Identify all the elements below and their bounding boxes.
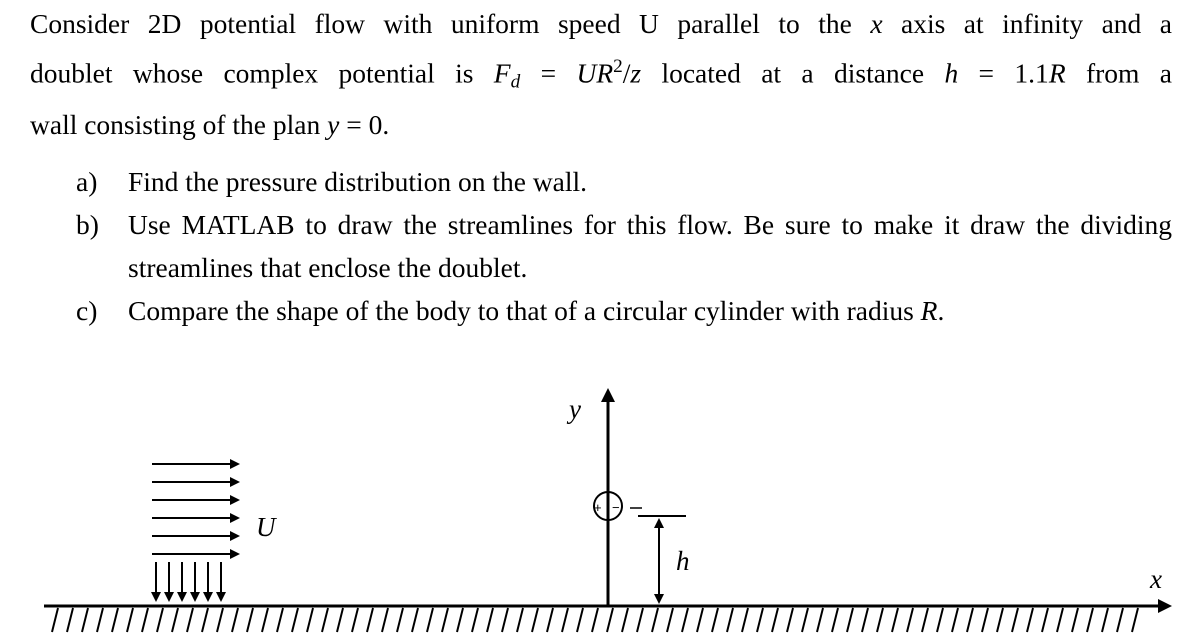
flow-arrow-head: [230, 549, 240, 559]
label-x: x: [1150, 564, 1162, 594]
wall-hatching: [52, 608, 1138, 632]
label-y: y: [569, 394, 581, 424]
problem-line-2: doublet whose complex potential is $F_d = UR^2/z$ located at a distance h = 1.1R from a: [30, 56, 1172, 93]
part-label: b): [76, 209, 99, 240]
uniform-flow-arrows: [151, 459, 240, 602]
label-U: U: [256, 512, 276, 542]
label-h: h: [676, 546, 690, 576]
flow-arrow-head: [230, 477, 240, 487]
problem-line-1: Consider 2D potential flow with uniform speed U parallel to the x axis at infinity and a: [30, 8, 1172, 39]
part-text: Find the pressure distribution on the wall.: [128, 166, 588, 197]
flow-arrow-head: [230, 531, 240, 541]
flow-arrow-head: [230, 459, 240, 469]
y-axis-arrow-head: [601, 388, 615, 402]
problem-line-3: wall consisting of the plan y = 0.: [30, 109, 390, 141]
doublet: [594, 492, 622, 520]
doublet-minus: −: [612, 500, 620, 515]
part-text: Use MATLAB to draw the streamlines for this flow. Be sure to make it draw the dividing streamlines that enclose the doublet.: [128, 209, 1172, 283]
h-arrow-down: [654, 594, 664, 604]
flow-arrow-head: [230, 513, 240, 523]
doublet-plus: +: [594, 500, 602, 515]
part-label: c): [76, 295, 98, 326]
part-text: Compare the shape of the body to that of a circular cylinder with radius R.: [128, 295, 945, 326]
x-axis-arrow-head: [1158, 599, 1172, 613]
h-arrow-up: [654, 518, 664, 528]
part-label: a): [76, 166, 98, 197]
flow-arrow-head: [230, 495, 240, 505]
